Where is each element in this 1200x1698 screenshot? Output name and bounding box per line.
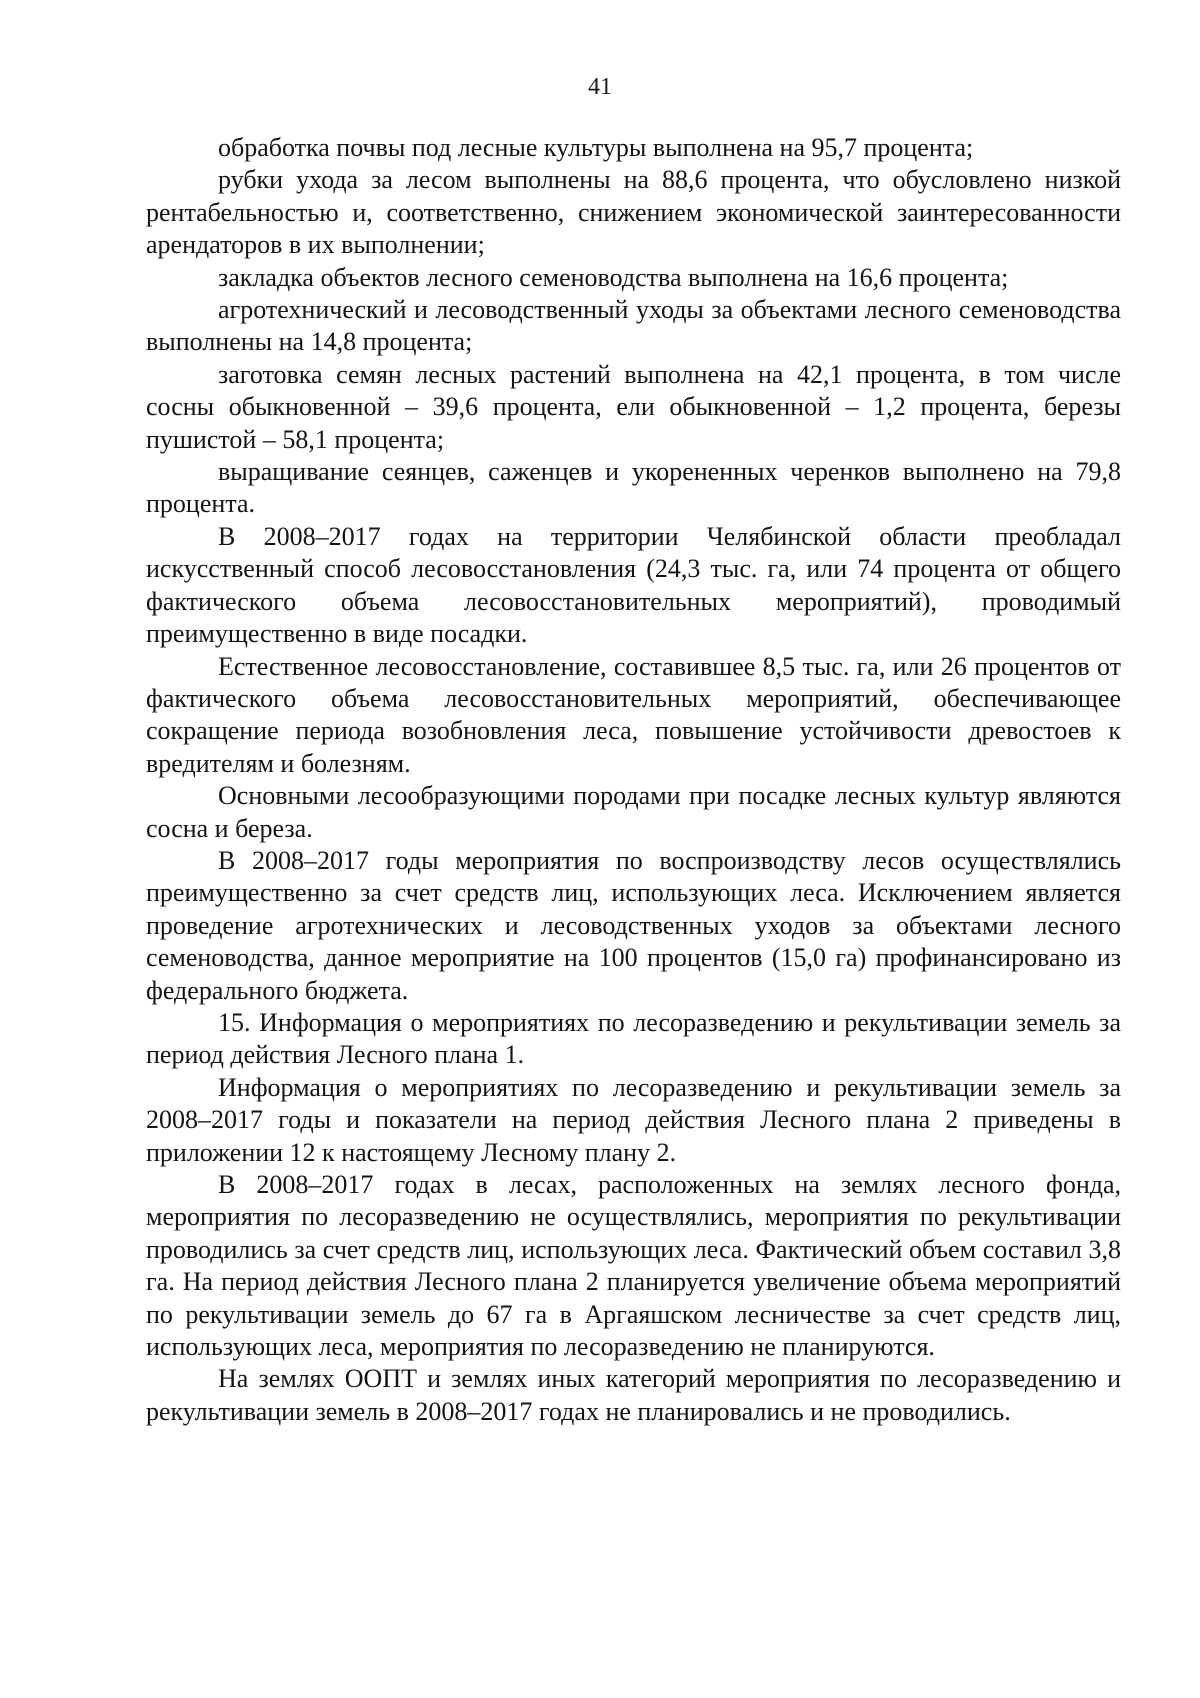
paragraph: закладка объектов лесного семеноводства выполнена на 16,6 процента; [218, 262, 1009, 292]
paragraph: рубки ухода за лесом выполнены на 88,6 процента, что обусловлено низкой рентабельностью и, соответственно, снижением экономической заинтересованности арендаторов в их выполнении; [146, 165, 1121, 260]
document-body [146, 132, 1121, 1428]
paragraph: Информация о мероприятиях по лесоразведению и рекультивации земель за 2008–2017 годы и показатели на период действия Лесного плана 2 приведены в приложении 12 к настоящему Лесному плану 2. [146, 1072, 1121, 1167]
paragraph: В 2008–2017 годах на территории Челябинской области преобладал искусственный способ лесовосстановления (24,3 тыс. га, или 74 процента от общего фактического объема лесовосстановительных мероприятий), проводимый преимущественно в виде посадки. [146, 521, 1121, 649]
paragraph: В 2008–2017 годах в лесах, расположенных на землях лесного фонда, мероприятия по лесоразведению не осуществлялись, мероприятия по рекультивации проводились за счет средств лиц, использующих леса. Фактический объем составил 3,8 га. На период действия Лесного плана 2 планируется увеличение объема мероприятий по рекультивации земель до 67 га в Аргаяшском лесничестве за счет средств лиц, использующих леса, мероприятия по лесоразведению не планируются. [146, 1170, 1121, 1362]
paragraph: Естественное лесовосстановление, составившее 8,5 тыс. га, или 26 процентов от фактического объема лесовосстановительных мероприятий, обеспечивающее сокращение периода возобновления леса, повышение устойчивости древостоев к вредителям и болезням. [146, 651, 1121, 778]
paragraph: В 2008–2017 годы мероприятия по воспроизводству лесов осуществлялись преимущественно за счет средств лиц, использующих леса. Исключением является проведение агротехнических и лесоводственных уходов за объектами лесного семеноводства, данное мероприятие на 100 процентов (15,0 га) профинансировано из федерального бюджета. [146, 845, 1121, 1005]
paragraph: Основными лесообразующими породами при посадке лесных культур являются сосна и береза. [146, 781, 1121, 843]
paragraph: заготовка семян лесных растений выполнена на 42,1 процента, в том числе сосны обыкновенной – 39,6 процента, ели обыкновенной – 1,2 процента, березы пушистой – 58,1 процента; [146, 359, 1121, 454]
paragraph: обработка почвы под лесные культуры выполнена на 95,7 процента; [218, 133, 974, 162]
section-heading-paragraph: 15. Информация о мероприятиях по лесоразведению и рекультивации земель за период действия Лесного плана 1. [146, 1007, 1121, 1070]
paragraph: На землях ООПТ и землях иных категорий мероприятия по лесоразведению и рекультивации земель в 2008–2017 годах не планировались и не проводились. [146, 1364, 1121, 1426]
paragraph: агротехнический и лесоводственный уходы за объектами лесного семеноводства выполнены на 14,8 процента; [146, 295, 1121, 357]
page-number: 41 [588, 74, 612, 100]
paragraph: выращивание сеянцев, саженцев и укорененных черенков выполнено на 79,8 процента. [146, 457, 1121, 519]
